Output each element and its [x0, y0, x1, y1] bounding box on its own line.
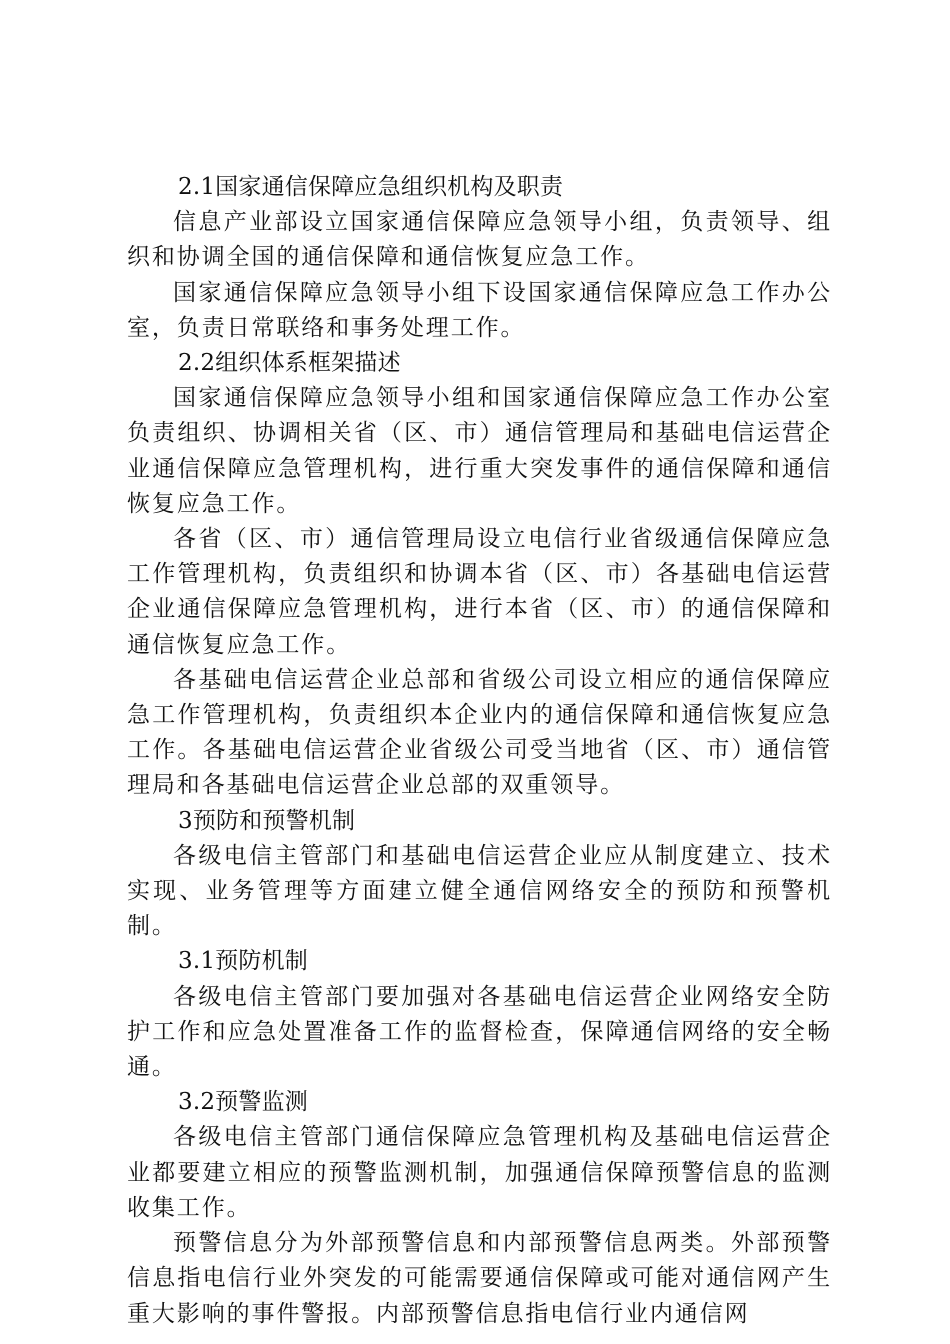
paragraph: 各级电信主管部门要加强对各基础电信运营企业网络安全防护工作和应急处置准备工作的监督检查，保障通信网络的安全畅通。	[127, 983, 832, 1081]
paragraph: 各级电信主管部门和基础电信运营企业应从制度建立、技术实现、业务管理等方面建立健全通信网络安全的预防和预警机制。	[127, 842, 832, 940]
paragraph: 各基础电信运营企业总部和省级公司设立相应的通信保障应急工作管理机构，负责组织本企业内的通信保障和通信恢复应急工作。各基础电信运营企业省级公司受当地省（区、市）通信管理局和各基础电信运营企业总部的双重领导。	[127, 666, 832, 799]
section-heading-2-2: 2.2组织体系框架描述	[178, 350, 401, 377]
paragraph: 国家通信保障应急领导小组下设国家通信保障应急工作办公室，负责日常联络和事务处理工作。	[127, 279, 832, 341]
paragraph: 各级电信主管部门通信保障应急管理机构及基础电信运营企业都要建立相应的预警监测机制，加强通信保障预警信息的监测收集工作。	[127, 1124, 832, 1221]
paragraph: 各省（区、市）通信管理局设立电信行业省级通信保障应急工作管理机构，负责组织和协调本省（区、市）各基础电信运营企业通信保障应急管理机构，进行本省（区、市）的通信保障和通信恢复应急工作。	[127, 526, 832, 658]
paragraph: 预警信息分为外部预警信息和内部预警信息两类。外部预警信息指电信行业外突发的可能需要通信保障或可能对通信网产生重大影响的事件警报。内部预警信息指电信行业内通信网	[127, 1230, 832, 1327]
paragraph: 国家通信保障应急领导小组和国家通信保障应急工作办公室负责组织、协调相关省（区、市）通信管理局和基础电信运营企业通信保障应急管理机构，进行重大突发事件的通信保障和通信恢复应急工作。	[127, 385, 832, 517]
section-heading-3: 3预防和预警机制	[178, 807, 356, 834]
document-body	[127, 170, 832, 1332]
section-heading-3-2: 3.2预警监测	[178, 1089, 308, 1116]
section-heading-3-1: 3.1预防机制	[178, 948, 308, 975]
section-heading-2-1: 2.1国家通信保障应急组织机构及职责	[178, 174, 564, 200]
paragraph: 信息产业部设立国家通信保障应急领导小组，负责领导、组织和协调全国的通信保障和通信恢复应急工作。	[127, 209, 832, 271]
